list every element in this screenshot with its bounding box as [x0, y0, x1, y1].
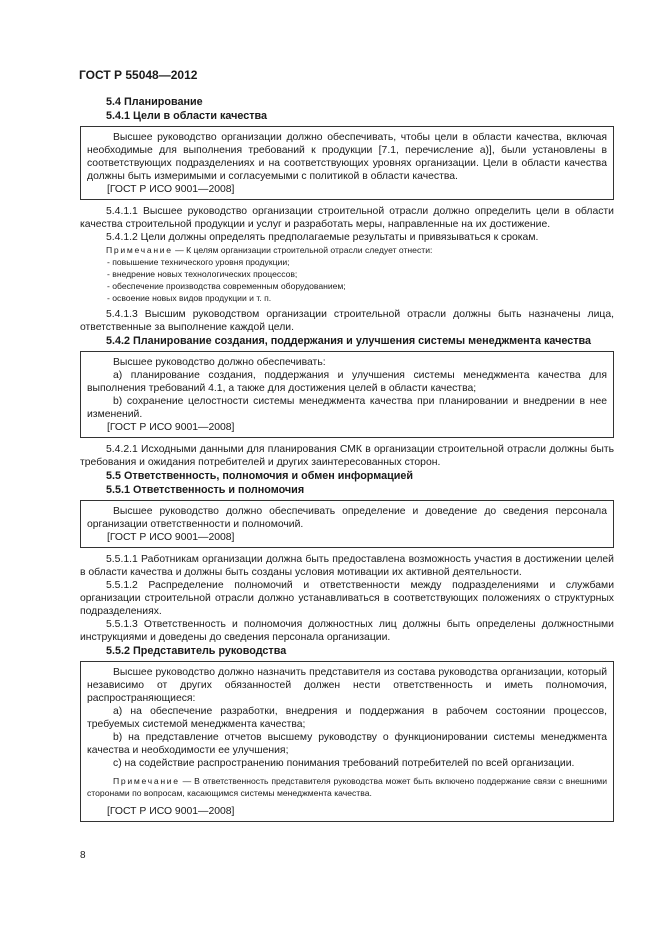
paragraph-5-4-1-2: 5.4.1.2 Цели должны определять предполагаемые результаты и привязываться к срокам. — [106, 232, 539, 243]
note-list-item: - обеспечение производства современным оборудованием; — [107, 281, 346, 291]
note-5-4-1-2 — [80, 244, 614, 304]
section-heading-5-5: 5.5 Ответственность, полномочия и обмен информацией — [106, 470, 414, 482]
paragraph-5-5-1-2: 5.5.1.2 Распределение полномочий и ответственности между подразделениями и службами организации строительной отрасли должно устанавливаться в соответствующих положениях о структурных подразделениях. — [80, 580, 614, 617]
quote-item-a: a) на обеспечение разработки, внедрения и поддержания в рабочем состоянии процессов, требуемых системой менеджмента качества; — [87, 706, 607, 730]
quote-item-c: c) на содействие распространению понимания требований потребителей по всей организации. — [113, 758, 575, 769]
quote-item-b: b) сохранение целостности системы менеджмента качества при планировании и внедрении в нее изменений. — [87, 396, 607, 420]
subsection-heading-5-5-1: 5.5.1 Ответственность и полномочия — [106, 484, 305, 496]
note-list-item: - внедрение новых технологических процессов; — [107, 269, 298, 279]
quote-intro: Высшее руководство должно назначить представителя из состава руководства организации, который независимо от других обязанностей должен нести ответственность и иметь полномочия, распространяющиеся: — [87, 667, 607, 704]
quote-box-5-5-1 — [80, 500, 614, 548]
paragraph-5-4-1-3: 5.4.1.3 Высшим руководством организации строительной отрасли должны быть назначены лица, ответственные за выполнение каждой цели. — [80, 309, 614, 333]
quote-text: Высшее руководство организации должно обеспечивать, чтобы цели в области качества, включая необходимые для выполнения требований к продукции [7.1, перечисление а)], были установлены в соответствующих подразделениях и на соответствующих уровнях организации. Цели в области качества должны быть измеримыми и согласуемыми с политикой в области качества. — [87, 132, 607, 182]
quote-intro: Высшее руководство должно обеспечивать: — [113, 357, 326, 368]
page-content — [80, 95, 614, 827]
section-heading-5-4: 5.4 Планирование — [106, 96, 203, 108]
note-label: Примечание — [106, 245, 173, 255]
document-code: ГОСТ Р 55048—2012 — [79, 68, 198, 82]
note-list-item: - освоение новых видов продукции и т. п. — [107, 293, 272, 303]
quote-item-a: a) планирование создания, поддержания и улучшения системы менеджмента качества для выполнения требований 4.1, а также для достижения целей в области качества; — [87, 370, 607, 394]
quote-item-b: b) на представление отчетов высшему руководству о функционировании системы менеджмента качества и необходимости ее улучшения; — [87, 732, 607, 756]
note-label: Примечание — [113, 776, 180, 786]
paragraph-5-4-2-1: 5.4.2.1 Исходными данными для планирования СМК в организации строительной отрасли должны быть требования и ожидания потребителей и других заинтересованных сторон. — [80, 444, 614, 468]
standard-reference: [ГОСТ Р ИСО 9001—2008] — [107, 806, 235, 817]
note-list-item: - повышение технического уровня продукции; — [107, 257, 290, 267]
quote-box-5-4-2 — [80, 351, 614, 438]
subsection-heading-5-4-2: 5.4.2 Планирование создания, поддержания и улучшения системы менеджмента качества — [106, 335, 592, 347]
standard-reference: [ГОСТ Р ИСО 9001—2008] — [107, 422, 235, 433]
subsection-heading-5-4-1: 5.4.1 Цели в области качества — [106, 110, 268, 122]
paragraph-5-4-1-1: 5.4.1.1 Высшее руководство организации строительной отрасли должно определить цели в области качества строительной продукции и услуг и разработать меры, направленные на их достижение. — [80, 206, 614, 230]
paragraph-5-5-1-1: 5.5.1.1 Работникам организации должна быть предоставлена возможность участия в достижении целей в области качества и должны быть созданы условия мотивации их активной деятельности. — [80, 554, 614, 578]
standard-reference: [ГОСТ Р ИСО 9001—2008] — [107, 184, 235, 195]
note-text — [80, 244, 614, 256]
note-body: — В ответственность представителя руководства может быть включено поддержание связи с внешними сторонами по вопросам, касающимся системы менеджмента качества. — [87, 776, 607, 798]
subsection-heading-5-5-2: 5.5.2 Представитель руководства — [106, 645, 287, 657]
paragraph-5-5-1-3: 5.5.1.3 Ответственность и полномочия должностных лиц должны быть определены должностными инструкциями и доведены до сведения персонала организации. — [80, 619, 614, 643]
standard-reference: [ГОСТ Р ИСО 9001—2008] — [107, 532, 235, 543]
quote-box-5-4-1 — [80, 126, 614, 200]
page-number: 8 — [80, 850, 86, 861]
quote-text: Высшее руководство должно обеспечивать определение и доведение до сведения персонала организации ответственности и полномочий. — [87, 506, 607, 530]
note-text — [87, 775, 607, 799]
quote-box-5-5-2 — [80, 661, 614, 822]
note-body: — К целям организации строительной отрасли следует отнести: — [172, 245, 433, 255]
